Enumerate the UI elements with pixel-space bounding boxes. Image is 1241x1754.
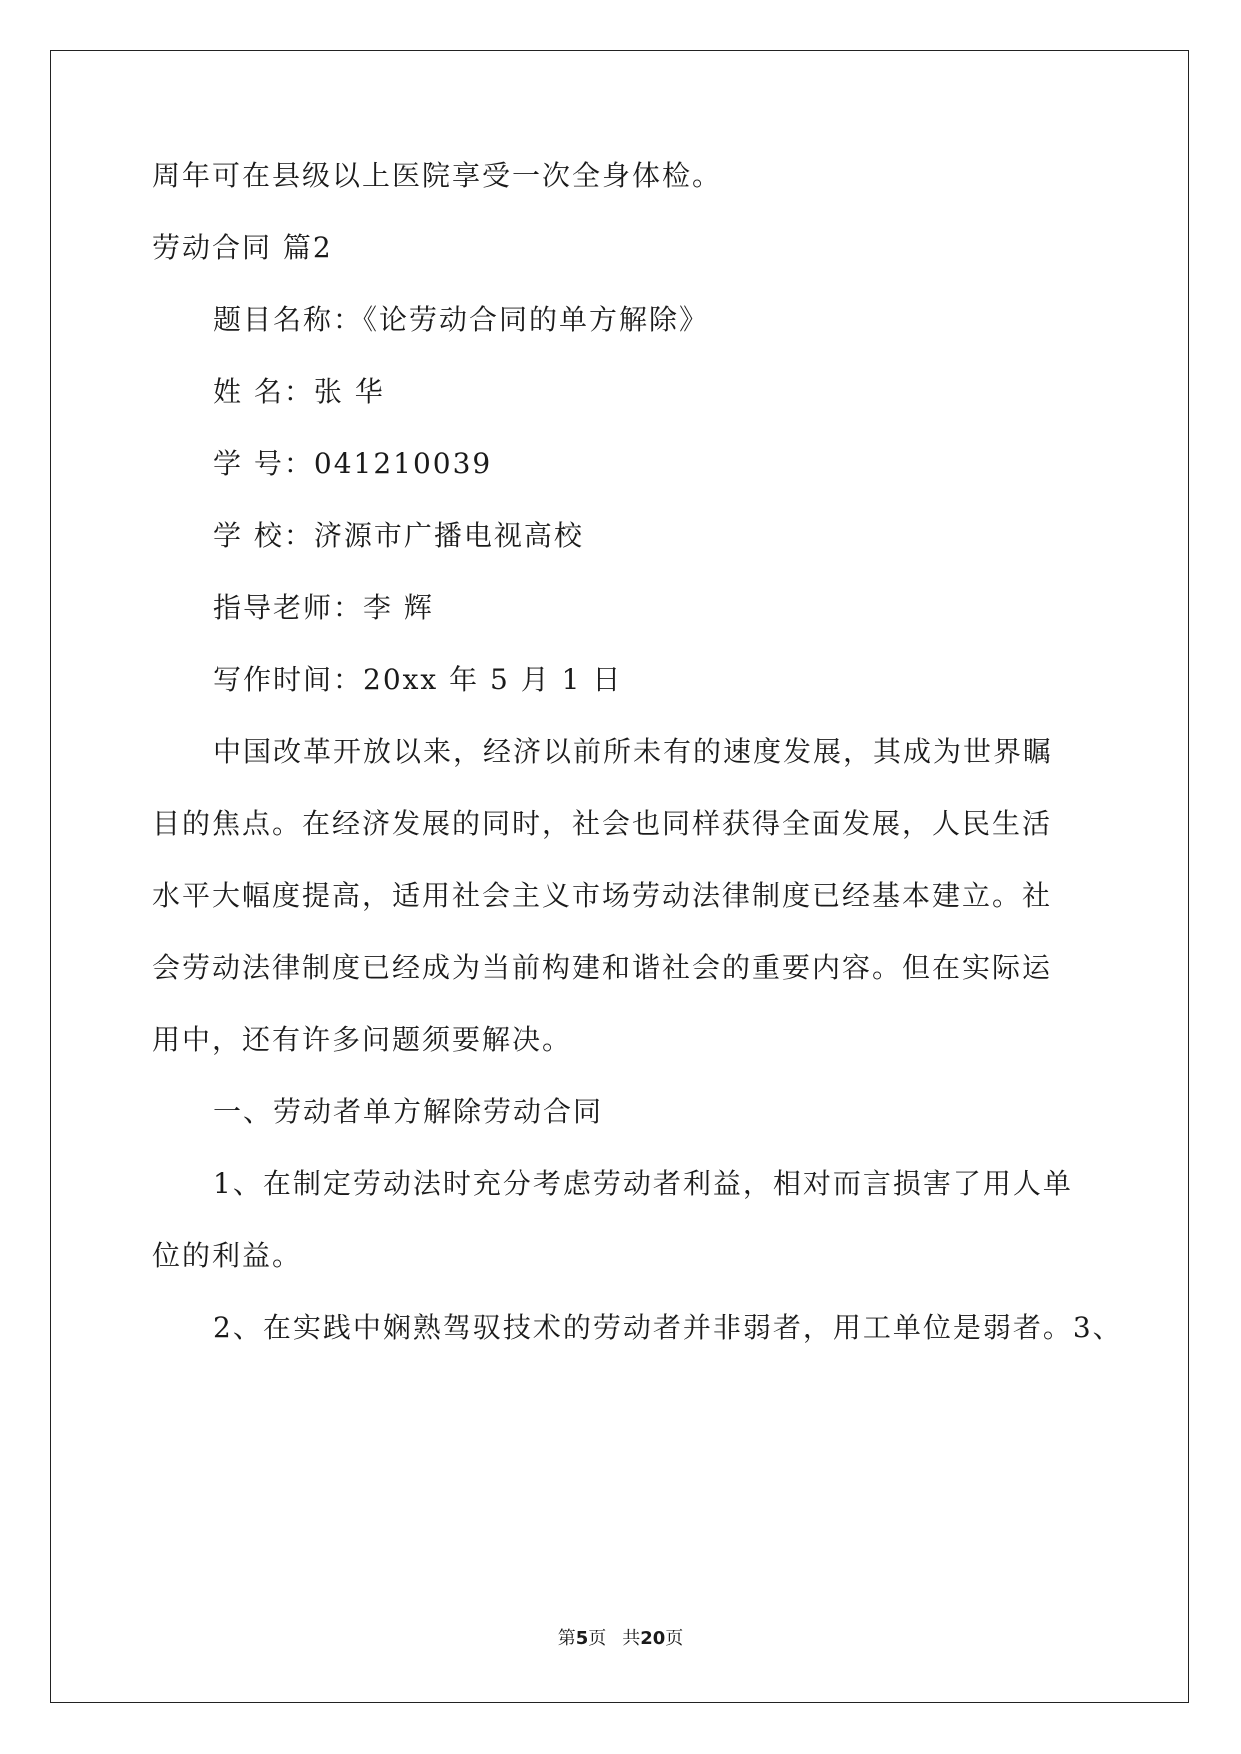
footer-total-suffix: 页 <box>665 1628 684 1649</box>
paragraph-line: 位的利益。 <box>152 1239 303 1272</box>
footer-total-pages: 20 <box>640 1628 666 1649</box>
page-footer <box>0 1627 1241 1651</box>
footer-total-prefix: 共 <box>622 1628 641 1649</box>
paragraph-line: 2、在实践中娴熟驾驭技术的劳动者并非弱者，用工单位是弱者。3、 <box>213 1311 1123 1344</box>
footer-page-number: 5 <box>575 1628 589 1649</box>
student-id: 学 号：041210039 <box>213 447 493 480</box>
text-line: 周年可在县级以上医院享受一次全身体检。 <box>152 159 723 192</box>
paper-title: 题目名称：《论劳动合同的单方解除》 <box>213 303 710 336</box>
writing-date: 写作时间：20xx 年 5 月 1 日 <box>213 663 623 696</box>
author-name: 姓 名：张 华 <box>213 375 385 408</box>
page-border <box>50 50 1189 1703</box>
paragraph-line: 水平大幅度提高，适用社会主义市场劳动法律制度已经基本建立。社 <box>152 879 1053 912</box>
subsection-heading: 一、劳动者单方解除劳动合同 <box>213 1095 604 1128</box>
paragraph-line: 1、在制定劳动法时充分考虑劳动者利益，相对而言损害了用人单 <box>213 1167 1073 1200</box>
paragraph-line: 用中，还有许多问题须要解决。 <box>152 1023 573 1056</box>
paragraph-line: 会劳动法律制度已经成为当前构建和谐社会的重要内容。但在实际运 <box>152 951 1053 984</box>
paragraph-line: 中国改革开放以来，经济以前所未有的速度发展，其成为世界瞩 <box>213 735 1054 768</box>
school-name: 学 校：济源市广播电视高校 <box>213 519 584 552</box>
paragraph-line: 目的焦点。在经济发展的同时，社会也同样获得全面发展，人民生活 <box>152 807 1053 840</box>
footer-prefix: 第 <box>557 1628 576 1649</box>
footer-page-suffix: 页 <box>588 1628 607 1649</box>
advisor-name: 指导老师：李 辉 <box>213 591 434 624</box>
section-heading: 劳动合同 篇2 <box>152 231 333 264</box>
